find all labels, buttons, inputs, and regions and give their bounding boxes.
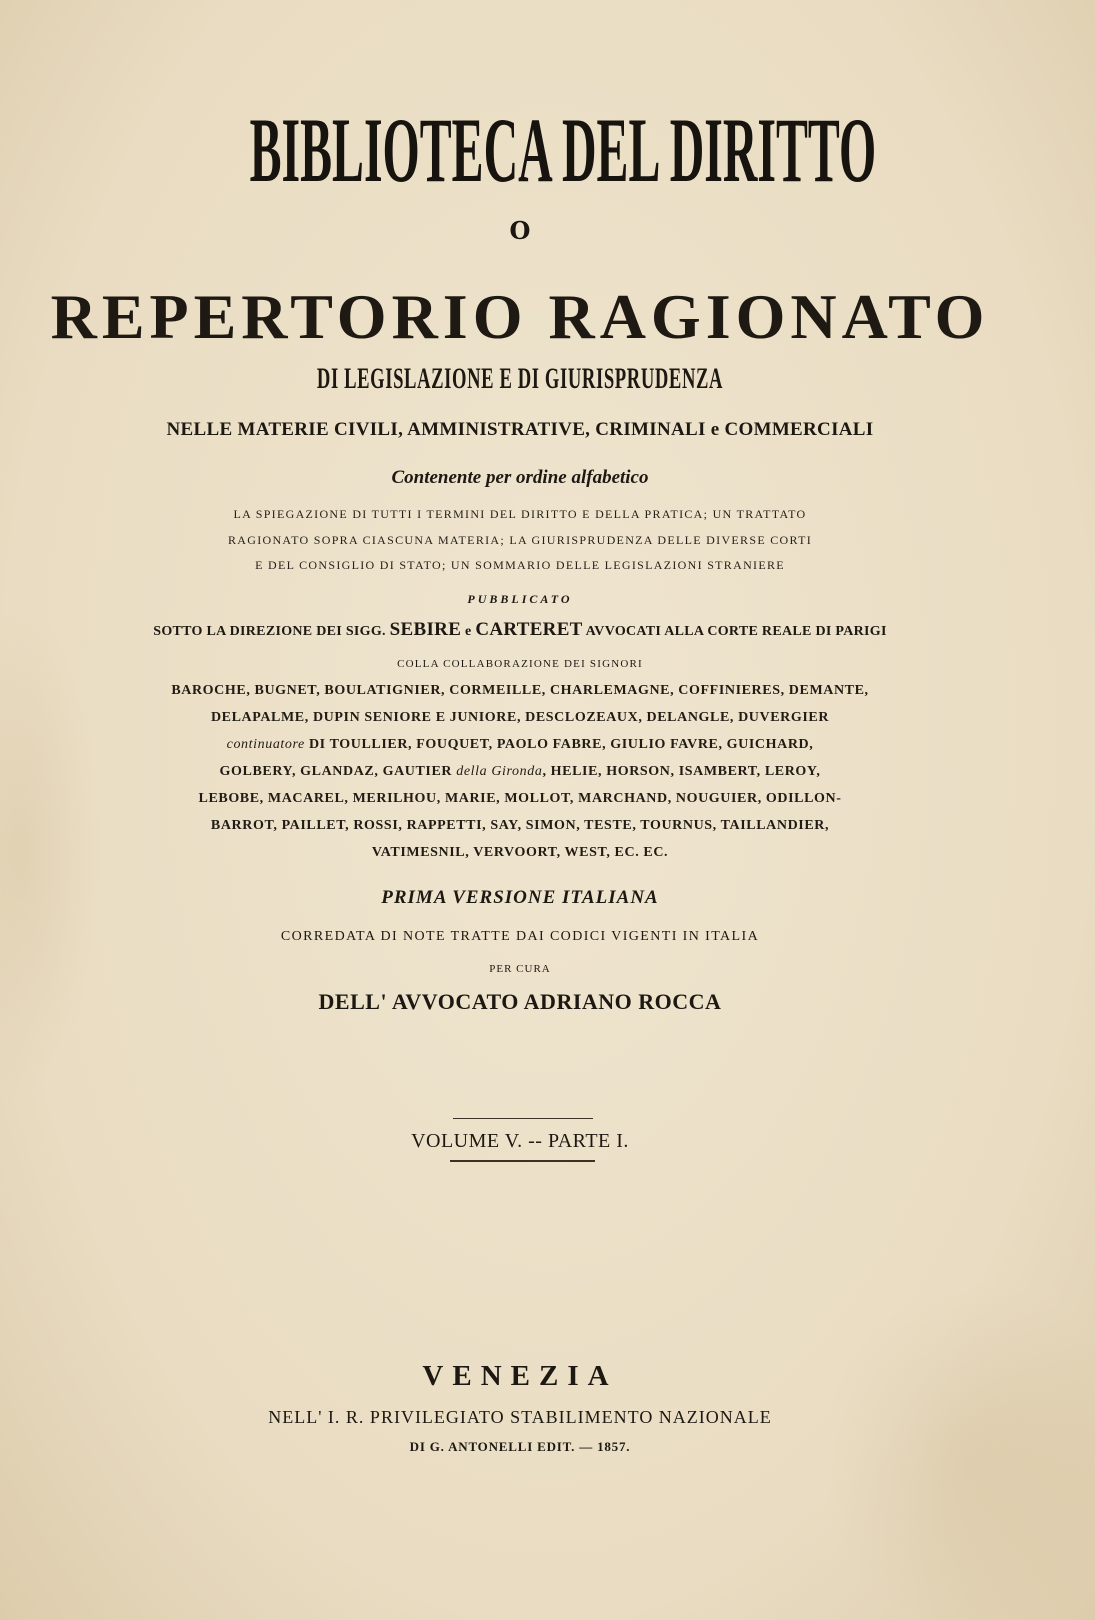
curator-name: DELL' AVVOCATO ADRIANO ROCCA bbox=[318, 989, 722, 1014]
contributors-text: GOLBERY, GLANDAZ, GAUTIER bbox=[219, 764, 453, 779]
care-label: PER CURA bbox=[489, 963, 551, 975]
direction-line bbox=[0, 619, 1040, 643]
main-title: BIBLIOTECA DEL DIRITTO bbox=[249, 99, 877, 201]
editor-name: CARTERET bbox=[475, 619, 583, 640]
subtitle: DI LEGISLAZIONE E DI GIURISPRUDENZA bbox=[316, 362, 724, 395]
imprint-publisher-year: DI G. ANTONELLI EDIT. — 1857. bbox=[409, 1439, 631, 1454]
contributors-italic: continuatore bbox=[226, 737, 305, 752]
contributors-line: VATIMESNIL, VERVOORT, WEST, EC. EC. bbox=[371, 845, 669, 860]
editor-name: SEBIRE bbox=[389, 619, 462, 640]
edition-label: PRIMA VERSIONE ITALIANA bbox=[381, 887, 659, 908]
imprint-printer: NELL' I. R. PRIVILEGIATO STABILIMENTO NAZIONALE bbox=[268, 1407, 772, 1427]
description-line: LA SPIEGAZIONE DI TUTTI I TERMINI DEL DIRITTO E DELLA PRATICA; UN TRATTATO bbox=[233, 507, 807, 521]
description-line: RAGIONATO SOPRA CIASCUNA MATERIA; LA GIURISPRUDENZA DELLE DIVERSE CORTI bbox=[227, 533, 813, 547]
description-line: E DEL CONSIGLIO DI STATO; UN SOMMARIO DELLE LEGISLAZIONI STRANIERE bbox=[255, 558, 785, 572]
second-title: REPERTORIO RAGIONATO bbox=[50, 281, 990, 352]
contributors-line bbox=[0, 736, 1040, 754]
contributors-text: DI TOULLIER, FOUQUET, PAOLO FABRE, GIULIO FAVRE, GUICHARD, bbox=[308, 737, 814, 752]
notes-line: CORREDATA DI NOTE TRATTE DAI CODICI VIGENTI IN ITALIA bbox=[280, 929, 760, 944]
subject-line: NELLE MATERIE CIVILI, AMMINISTRATIVE, CRIMINALI e COMMERCIALI bbox=[166, 419, 874, 440]
contributors-line: DELAPALME, DUPIN SENIORE E JUNIORE, DESCLOZEAUX, DELANGLE, DUVERGIER bbox=[210, 710, 830, 725]
volume-rule-bottom bbox=[450, 1160, 595, 1162]
direction-suffix: AVVOCATI ALLA CORTE REALE DI PARIGI bbox=[585, 624, 887, 639]
contents-intro: Contenente per ordine alfabetico bbox=[391, 467, 649, 488]
contributors-line: LEBOBE, MACAREL, MERILHOU, MARIE, MOLLOT, MARCHAND, NOUGUIER, ODILLON- bbox=[198, 791, 842, 806]
published-label: PUBBLICATO bbox=[467, 592, 573, 606]
direction-prefix: SOTTO LA DIREZIONE DEI SIGG. bbox=[153, 624, 386, 639]
volume-label: VOLUME V. -- PARTE I. bbox=[411, 1130, 629, 1152]
contributors-italic: della Gironda bbox=[456, 764, 543, 779]
contributors-text: , HELIE, HORSON, ISAMBERT, LEROY, bbox=[542, 764, 821, 779]
volume-rule-top bbox=[453, 1118, 593, 1119]
collaboration-label: COLLA COLLABORAZIONE DEI SIGNORI bbox=[397, 658, 643, 670]
contributors-line: BAROCHE, BUGNET, BOULATIGNIER, CORMEILLE, CHARLEMAGNE, COFFINIERES, DEMANTE, bbox=[171, 683, 869, 698]
contributors-line: BARROT, PAILLET, ROSSI, RAPPETTI, SAY, SIMON, TESTE, TOURNUS, TAILLANDIER, bbox=[210, 818, 830, 833]
contributors-line bbox=[0, 763, 1040, 781]
direction-conjunction: e bbox=[465, 624, 472, 639]
imprint-city: VENEZIA bbox=[422, 1360, 618, 1392]
title-conjunction: O bbox=[509, 216, 531, 245]
